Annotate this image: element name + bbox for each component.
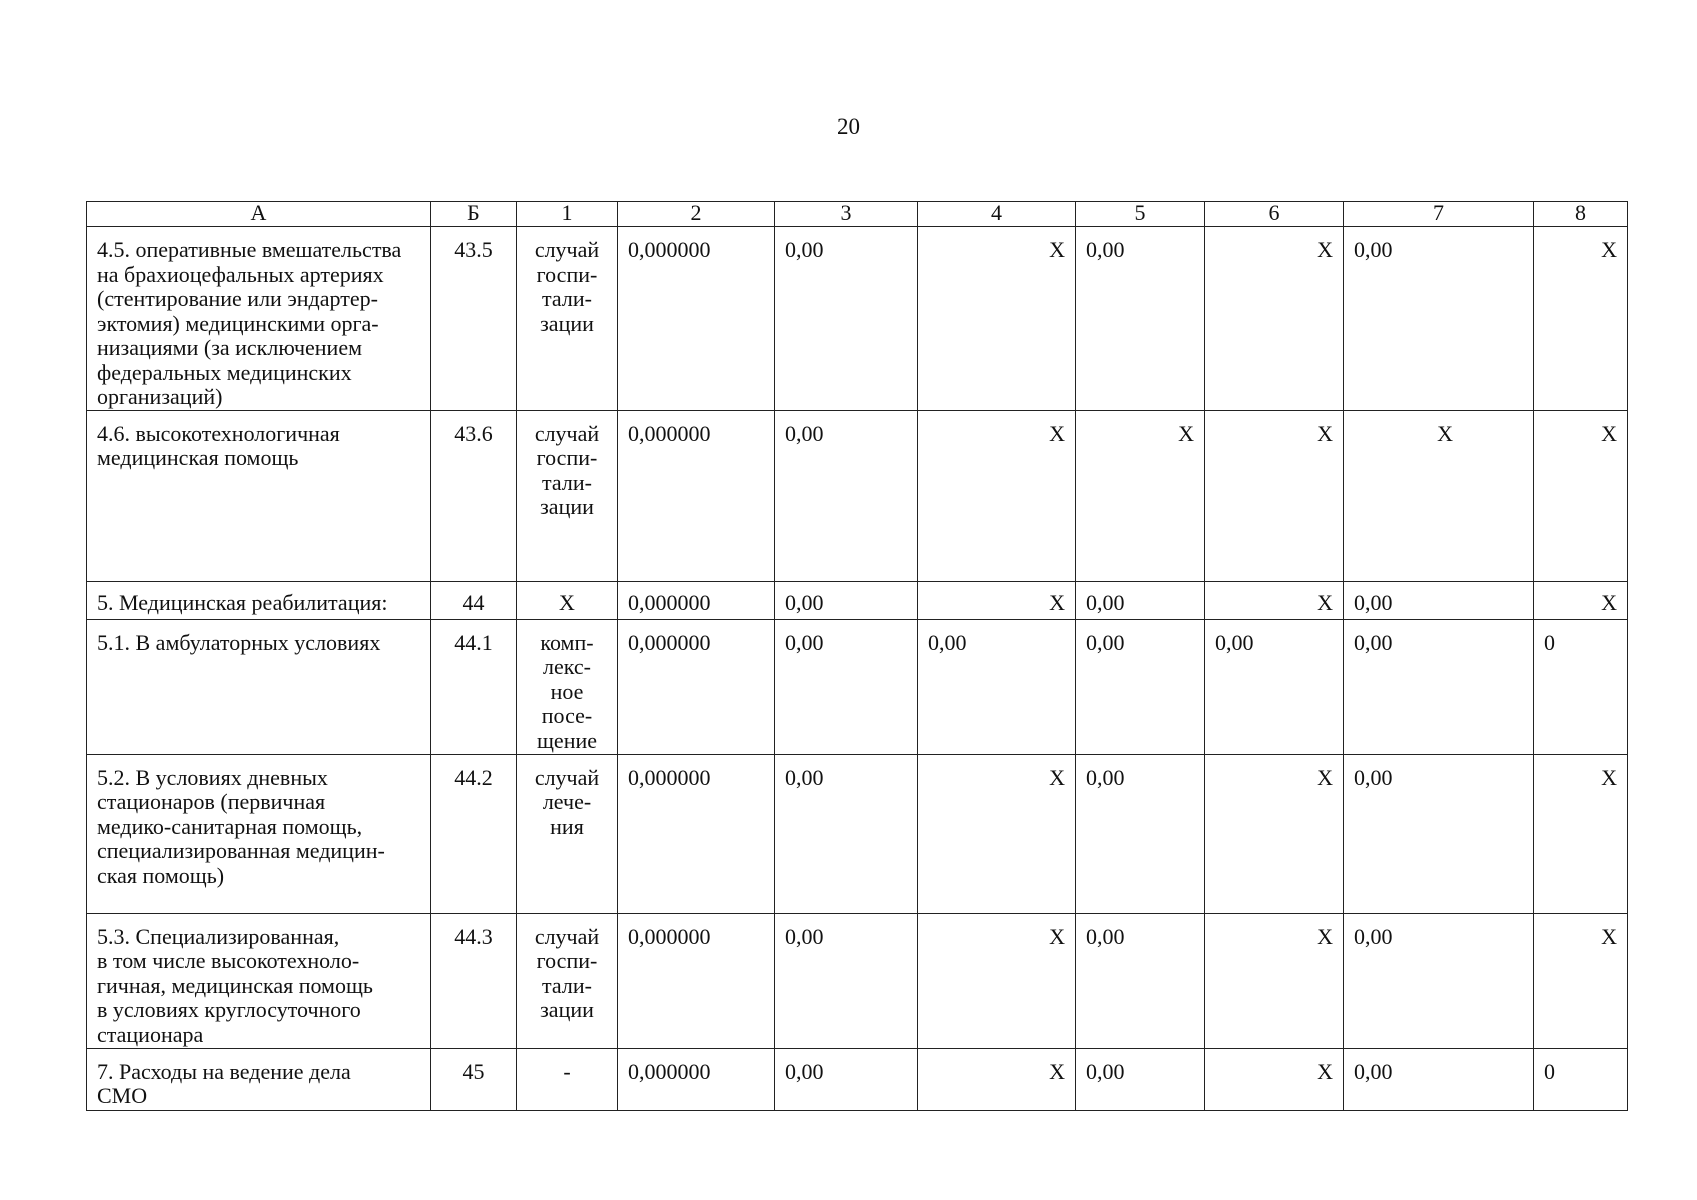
cell-col-3: 0,00 [775, 581, 918, 619]
cell-col-6: 0,00 [1205, 619, 1344, 754]
row-unit: комп- лекс- ное посе- щение [517, 619, 618, 754]
cell-col-8: 0 [1534, 1048, 1628, 1110]
cell-col-4: 0,00 [918, 619, 1076, 754]
cell-col-8: Х [1534, 410, 1628, 581]
cell-col-6: Х [1205, 913, 1344, 1048]
cell-col-3: 0,00 [775, 913, 918, 1048]
cell-col-7: 0,00 [1344, 619, 1534, 754]
cell-col-2: 0,000000 [618, 619, 775, 754]
cell-col-7: Х [1344, 410, 1534, 581]
cell-col-4: Х [918, 227, 1076, 411]
cell-col-7: 0,00 [1344, 227, 1534, 411]
cell-col-3: 0,00 [775, 1048, 918, 1110]
table-row [87, 1048, 1628, 1110]
row-code: 45 [431, 1048, 517, 1110]
cell-col-5: Х [1076, 410, 1205, 581]
page-number: 20 [837, 114, 860, 139]
cell-col-2: 0,000000 [618, 410, 775, 581]
cell-col-3: 0,00 [775, 754, 918, 913]
cell-col-4: Х [918, 1048, 1076, 1110]
column-header: 4 [918, 202, 1076, 227]
cell-col-2: 0,000000 [618, 913, 775, 1048]
cell-col-8: Х [1534, 227, 1628, 411]
cell-col-3: 0,00 [775, 227, 918, 411]
row-code: 44 [431, 581, 517, 619]
cell-col-3: 0,00 [775, 410, 918, 581]
row-description: 4.5. оперативные вмешательства на брахиоцефальных артериях (стентирование или эндартер- эктомия) медицинскими орга- низациями (за исключением федеральных медицинских организаций) [87, 227, 431, 411]
row-unit: случай госпи- тали- зации [517, 227, 618, 411]
cell-col-5: 0,00 [1076, 619, 1205, 754]
row-unit: случай госпи- тали- зации [517, 913, 618, 1048]
cell-col-2: 0,000000 [618, 581, 775, 619]
column-header: 5 [1076, 202, 1205, 227]
cell-col-5: 0,00 [1076, 754, 1205, 913]
column-header: А [87, 202, 431, 227]
row-description: 7. Расходы на ведение дела СМО [87, 1048, 431, 1110]
column-header: 3 [775, 202, 918, 227]
cell-col-4: Х [918, 913, 1076, 1048]
row-code: 43.6 [431, 410, 517, 581]
column-header: 6 [1205, 202, 1344, 227]
data-table [86, 201, 1628, 1111]
cell-col-7: 0,00 [1344, 581, 1534, 619]
table-row [87, 410, 1628, 581]
cell-col-8: Х [1534, 581, 1628, 619]
cell-col-4: Х [918, 754, 1076, 913]
cell-col-6: Х [1205, 581, 1344, 619]
row-unit: случай лече- ния [517, 754, 618, 913]
cell-col-7: 0,00 [1344, 754, 1534, 913]
row-unit: Х [517, 581, 618, 619]
cell-col-7: 0,00 [1344, 913, 1534, 1048]
cell-col-2: 0,000000 [618, 227, 775, 411]
row-code: 43.5 [431, 227, 517, 411]
cell-col-6: Х [1205, 410, 1344, 581]
table-row [87, 754, 1628, 913]
column-header: 7 [1344, 202, 1534, 227]
cell-col-4: Х [918, 410, 1076, 581]
row-description: 5.3. Специализированная, в том числе высокотехноло- гичная, медицинская помощь в условиях круглосуточного стационара [87, 913, 431, 1048]
row-code: 44.1 [431, 619, 517, 754]
cell-col-5: 0,00 [1076, 913, 1205, 1048]
cell-col-8: Х [1534, 913, 1628, 1048]
cell-col-3: 0,00 [775, 619, 918, 754]
header-row [87, 202, 1628, 227]
column-header: 2 [618, 202, 775, 227]
row-code: 44.2 [431, 754, 517, 913]
row-description: 5. Медицинская реабилитация: [87, 581, 431, 619]
cell-col-6: Х [1205, 754, 1344, 913]
cell-col-5: 0,00 [1076, 1048, 1205, 1110]
cell-col-8: Х [1534, 754, 1628, 913]
row-code: 44.3 [431, 913, 517, 1048]
table-row [87, 581, 1628, 619]
cell-col-6: Х [1205, 227, 1344, 411]
column-header: 8 [1534, 202, 1628, 227]
row-description: 5.1. В амбулаторных условиях [87, 619, 431, 754]
cell-col-2: 0,000000 [618, 754, 775, 913]
row-description: 4.6. высокотехнологичная медицинская помощь [87, 410, 431, 581]
cell-col-4: Х [918, 581, 1076, 619]
cell-col-7: 0,00 [1344, 1048, 1534, 1110]
table-row [87, 913, 1628, 1048]
table-row [87, 619, 1628, 754]
column-header: Б [431, 202, 517, 227]
cell-col-5: 0,00 [1076, 227, 1205, 411]
cell-col-2: 0,000000 [618, 1048, 775, 1110]
cell-col-6: Х [1205, 1048, 1344, 1110]
cell-col-5: 0,00 [1076, 581, 1205, 619]
column-header: 1 [517, 202, 618, 227]
cell-col-8: 0 [1534, 619, 1628, 754]
row-description: 5.2. В условиях дневных стационаров (первичная медико-санитарная помощь, специализированная медицин- ская помощь) [87, 754, 431, 913]
row-unit: - [517, 1048, 618, 1110]
row-unit: случай госпи- тали- зации [517, 410, 618, 581]
table-row [87, 227, 1628, 411]
